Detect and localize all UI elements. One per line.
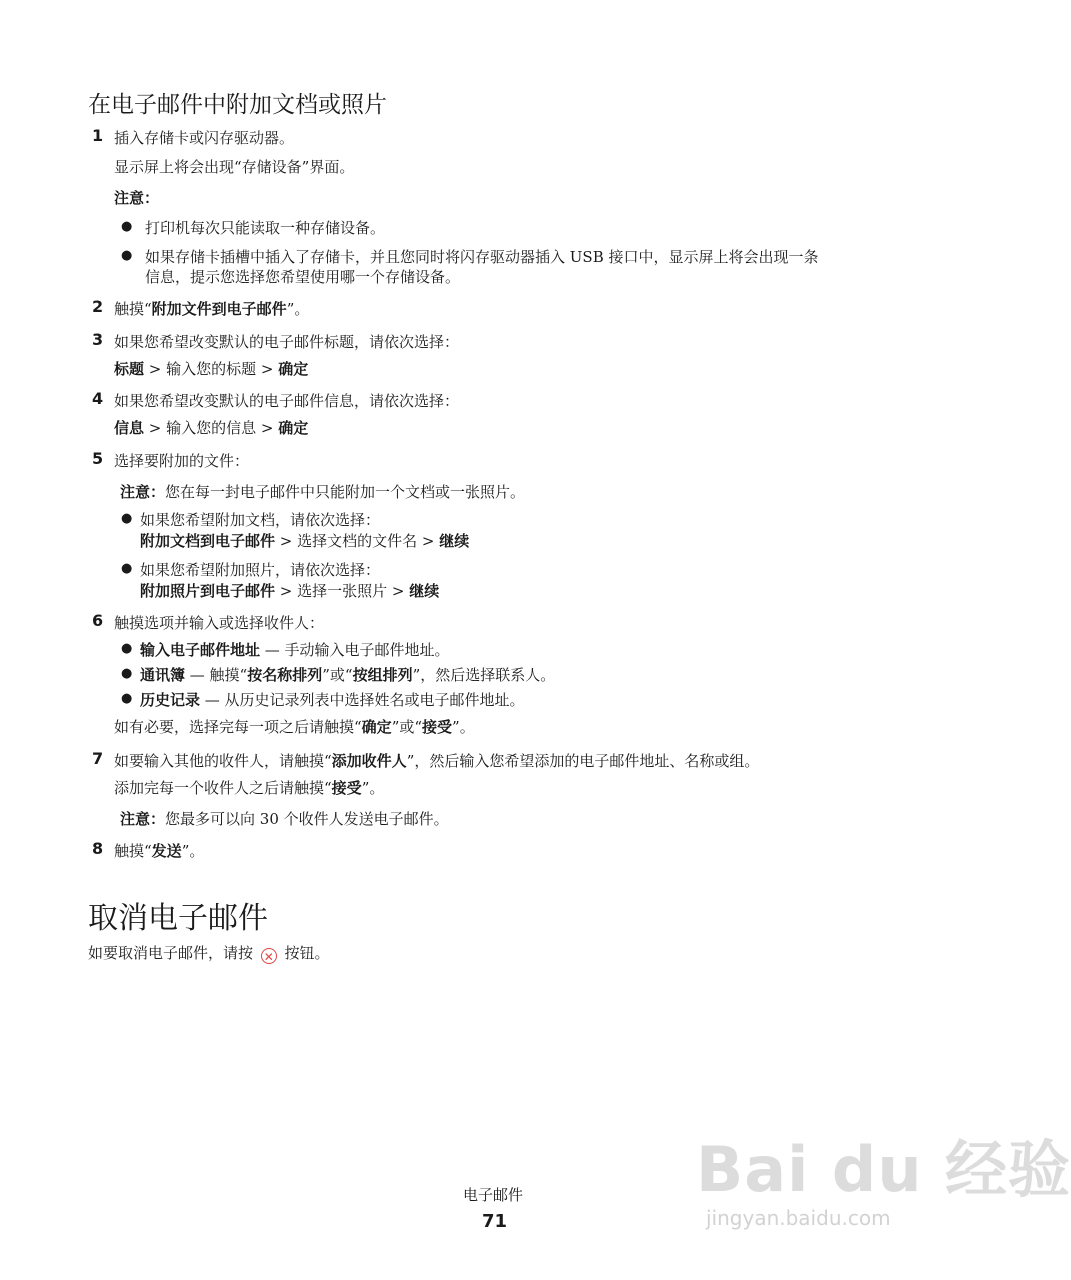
step3-path: 标题 > 输入您的标题 > 确定 — [114, 360, 309, 378]
step-number-7: 7 — [92, 749, 104, 768]
page-number: 71 — [482, 1211, 508, 1232]
step6-text: 触摸选项并输入或选择收件人： — [114, 614, 325, 632]
step4-text: 如果您希望改变默认的电子邮件信息，请依次选择： — [114, 392, 460, 410]
step1-note-label: 注意： — [114, 189, 160, 207]
step6-bullet-3: 历史记录 — 从历史记录列表中选择姓名或电子邮件地址。 — [140, 691, 525, 709]
step1-text: 插入存储卡或闪存驱动器。 — [114, 129, 295, 147]
step5-text: 选择要附加的文件： — [114, 452, 250, 470]
step5-bullet-1-path: 附加文档到电子邮件 > 选择文档的文件名 > 继续 — [140, 532, 470, 550]
step6-sub: 如有必要，选择完每一项之后请触摸“确定”或“接受”。 — [114, 718, 475, 736]
step1-bullet-2: 如果存储卡插槽中插入了存储卡，并且您同时将闪存驱动器插入 USB 接口中，显示屏上将会出现一条 — [145, 248, 819, 266]
step5-bullet-2-path: 附加照片到电子邮件 > 选择一张照片 > 继续 — [140, 582, 440, 600]
watermark-logo: Bai du 经验 — [696, 1133, 1071, 1206]
cancel-x-icon: ✕ — [261, 948, 277, 964]
step-number-6: 6 — [92, 611, 104, 630]
step1-sub: 显示屏上将会出现“存储设备”界面。 — [114, 158, 355, 176]
step-number-2: 2 — [92, 297, 104, 316]
step5-bullet-1: 如果您希望附加文档，请依次选择： — [140, 511, 381, 529]
step7-note: 注意：您最多可以向 30 个收件人发送电子邮件。 — [120, 810, 449, 828]
cancel-instruction: 如要取消电子邮件，请按 ✕ 按钮。 — [88, 944, 330, 964]
step-number-8: 8 — [92, 839, 104, 858]
step6-bullet-1: 输入电子邮件地址 — 手动输入电子邮件地址。 — [140, 641, 450, 659]
section-heading-attach: 在电子邮件中附加文档或照片 — [88, 92, 387, 118]
step-number-3: 3 — [92, 330, 104, 349]
step7-sub: 添加完每一个收件人之后请触摸“接受”。 — [114, 779, 385, 797]
footer-title: 电子邮件 — [463, 1186, 524, 1204]
bullet-dot: ● — [121, 248, 133, 263]
step7-text: 如要输入其他的收件人，请触摸“添加收件人”，然后输入您希望添加的电子邮件地址、名称或组。 — [114, 752, 760, 770]
bullet-dot: ● — [121, 561, 133, 576]
step1-bullet-1: 打印机每次只能读取一种存储设备。 — [145, 219, 386, 237]
step2-text: 触摸“附加文件到电子邮件”。 — [114, 300, 310, 318]
bullet-dot: ● — [121, 691, 133, 706]
step1-bullet-2-cont: 信息，提示您选择您希望使用哪一个存储设备。 — [145, 268, 461, 286]
section-heading-cancel: 取消电子邮件 — [88, 901, 268, 936]
step8-text: 触摸“发送”。 — [114, 842, 205, 860]
watermark-url: jingyan.baidu.com — [706, 1206, 891, 1230]
step-number-5: 5 — [92, 449, 104, 468]
step2-option: 附加文件到电子邮件 — [151, 300, 287, 318]
step6-bullet-2: 通讯簿 — 触摸“按名称排列”或“按组排列”，然后选择联系人。 — [140, 666, 556, 684]
bullet-dot: ● — [121, 511, 133, 526]
step-number-4: 4 — [92, 389, 104, 408]
bullet-dot: ● — [121, 641, 133, 656]
step5-bullet-2: 如果您希望附加照片，请依次选择： — [140, 561, 381, 579]
bullet-dot: ● — [121, 219, 133, 234]
step3-text: 如果您希望改变默认的电子邮件标题，请依次选择： — [114, 333, 460, 351]
step5-note: 注意：您在每一封电子邮件中只能附加一个文档或一张照片。 — [120, 483, 526, 501]
step4-path: 信息 > 输入您的信息 > 确定 — [114, 419, 309, 437]
bullet-dot: ● — [121, 666, 133, 681]
step-number-1: 1 — [92, 126, 104, 145]
